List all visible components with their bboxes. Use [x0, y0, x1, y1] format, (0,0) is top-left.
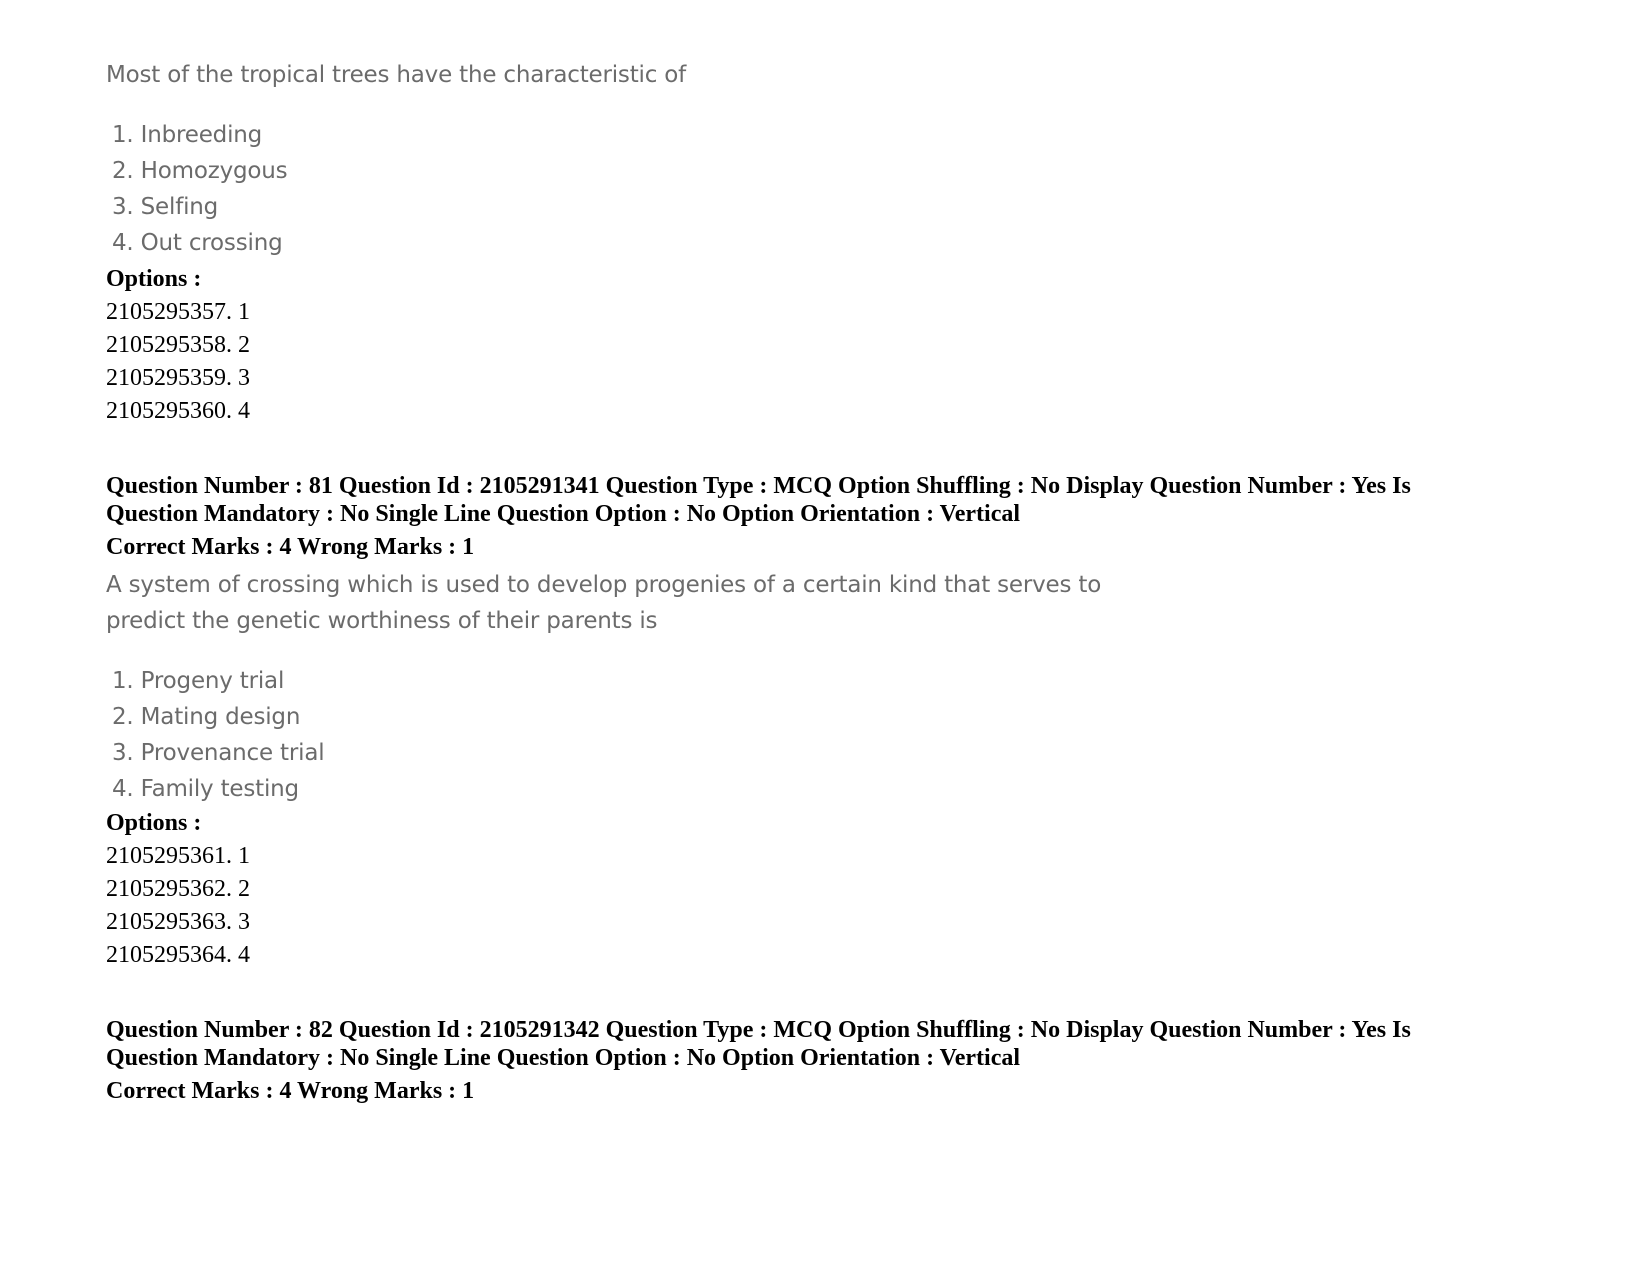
option-id: 2105295357. 1 [106, 299, 250, 325]
choice-item: 2. Mating design [112, 704, 301, 730]
question-marks: Correct Marks : 4 Wrong Marks : 1 [106, 534, 475, 560]
option-id: 2105295360. 4 [106, 398, 250, 424]
question-meta: Question Mandatory : No Single Line Question Option : No Option Orientation : Vertical [106, 501, 1021, 527]
option-id: 2105295361. 1 [106, 843, 250, 869]
question-meta: Question Number : 82 Question Id : 2105291342 Question Type : MCQ Option Shuffling : No Display Question Number : Yes Is [106, 1017, 1411, 1043]
option-id: 2105295364. 4 [106, 942, 250, 968]
choice-item: 3. Selfing [112, 194, 219, 220]
options-label: Options : [106, 810, 202, 836]
options-label: Options : [106, 266, 202, 292]
option-id: 2105295358. 2 [106, 332, 250, 358]
question-stem: A system of crossing which is used to develop progenies of a certain kind that serves to [106, 572, 1102, 598]
choice-item: 1. Inbreeding [112, 122, 263, 148]
question-meta: Question Mandatory : No Single Line Question Option : No Option Orientation : Vertical [106, 1045, 1021, 1071]
option-id: 2105295362. 2 [106, 876, 250, 902]
choice-item: 4. Family testing [112, 776, 299, 802]
option-id: 2105295359. 3 [106, 365, 250, 391]
option-id: 2105295363. 3 [106, 909, 250, 935]
question-meta: Question Number : 81 Question Id : 2105291341 Question Type : MCQ Option Shuffling : No Display Question Number : Yes Is [106, 473, 1411, 499]
question-stem: predict the genetic worthiness of their parents is [106, 608, 658, 634]
choice-item: 3. Provenance trial [112, 740, 325, 766]
question-stem: Most of the tropical trees have the characteristic of [106, 62, 687, 88]
choice-item: 4. Out crossing [112, 230, 283, 256]
question-marks: Correct Marks : 4 Wrong Marks : 1 [106, 1078, 475, 1104]
choice-item: 1. Progeny trial [112, 668, 285, 694]
choice-item: 2. Homozygous [112, 158, 288, 184]
